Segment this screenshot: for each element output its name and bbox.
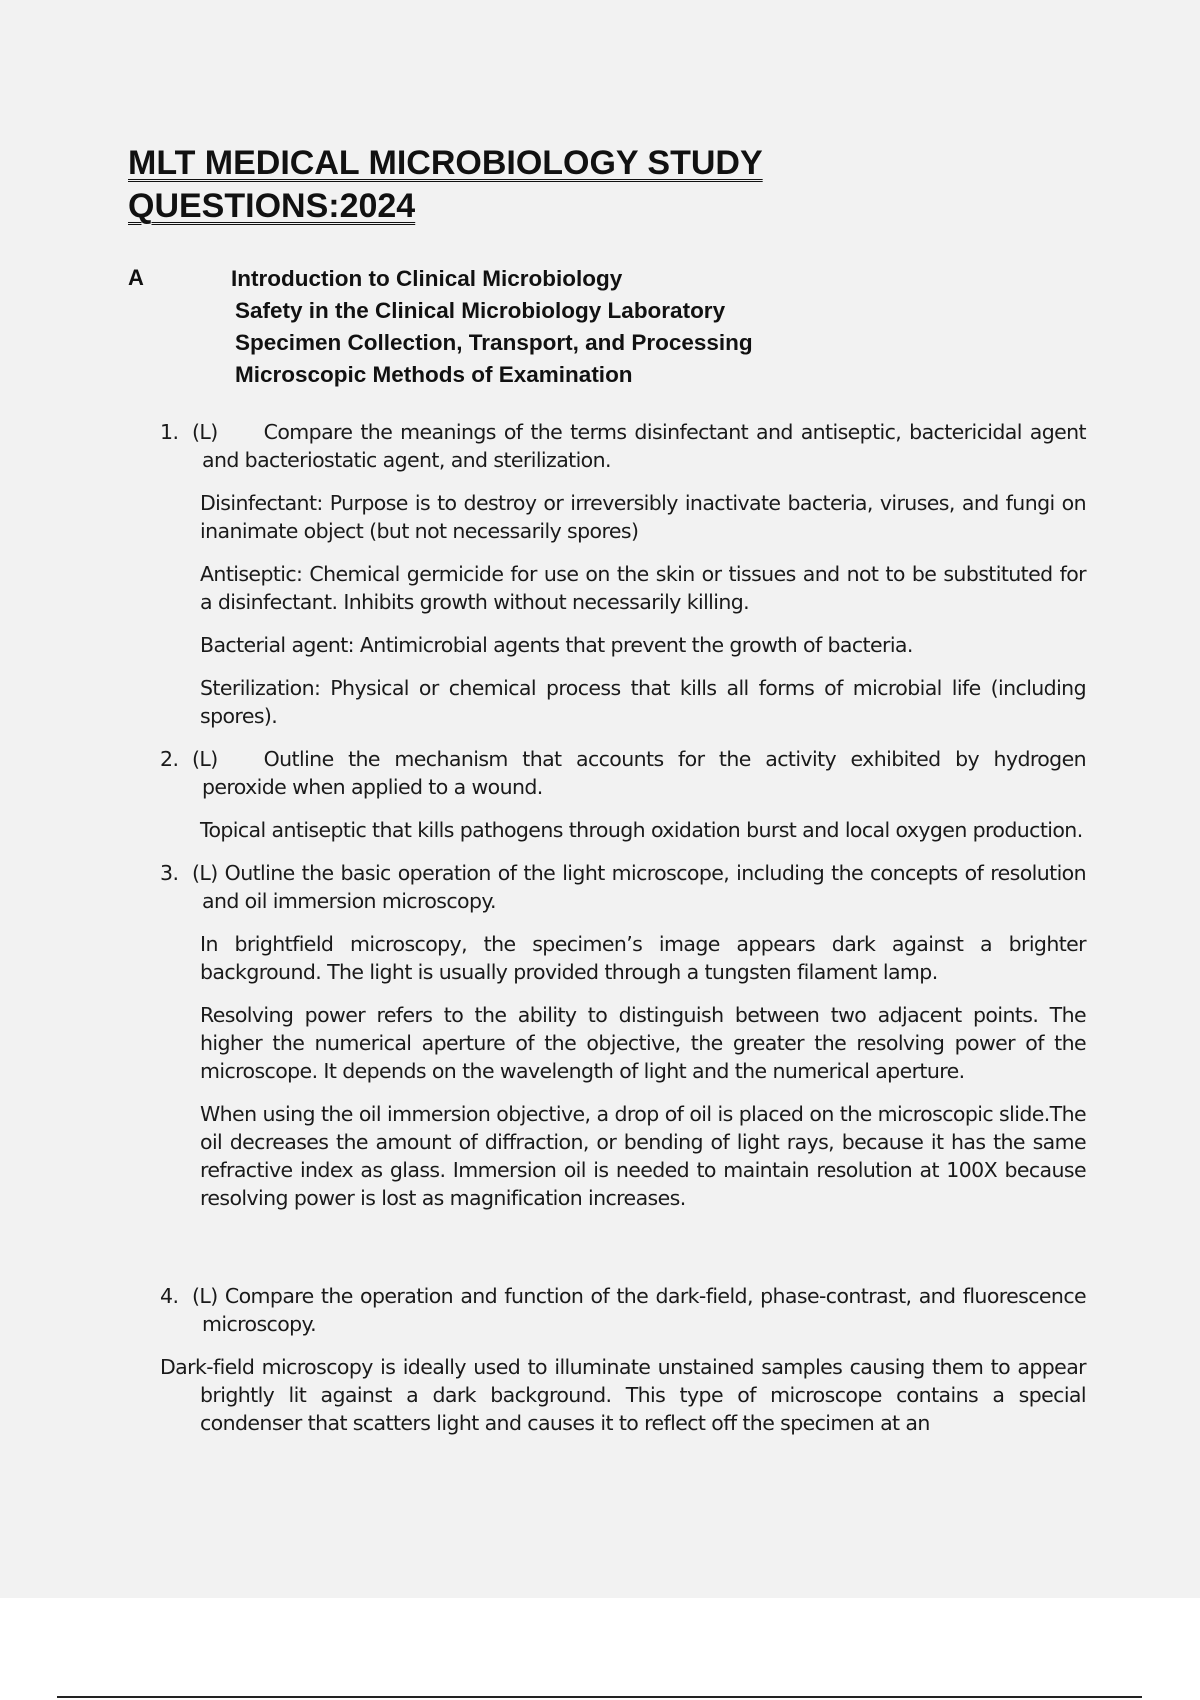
question-number: 3. — [160, 861, 179, 885]
question-tag: (L) — [192, 747, 218, 771]
answer-paragraph: Sterilization: Physical or chemical process that kills all forms of microbial life (including spores). — [200, 676, 1086, 728]
question-body: Outline the basic operation of the light microscope, including the concepts of resolution and oil immersion microscopy. — [202, 861, 1086, 913]
section-topics — [231, 263, 753, 391]
question-1 — [160, 418, 1086, 474]
section-topic: Introduction to Clinical Microbiology — [231, 266, 623, 291]
answer-paragraph: Disinfectant: Purpose is to destroy or irreversibly inactivate bacteria, viruses, and fungi on inanimate object (but not necessarily spores) — [200, 491, 1086, 543]
section-topic: Safety in the Clinical Microbiology Laboratory — [235, 298, 726, 323]
answer-paragraph: Dark-field microscopy is ideally used to illuminate unstained samples causing them to appear brightly lit against a dark background. This type of microscope contains a special condenser that scatters light and causes it to reflect off the specimen at an — [160, 1355, 1086, 1435]
question-4 — [160, 1282, 1086, 1338]
answer-paragraph: When using the oil immersion objective, a drop of oil is placed on the microscopic slide.The oil decreases the amount of diffraction, or bending of light rays, because it has the same refractive index as glass. Immersion oil is needed to maintain resolution at 100X because resolving power is lost as magnification increases. — [200, 1102, 1086, 1210]
title-line-2: QUESTIONS:2024 — [128, 187, 416, 225]
question-number: 4. — [160, 1284, 179, 1308]
question-number: 1. — [160, 420, 179, 444]
question-body: Compare the meanings of the terms disinfectant and antiseptic, bactericidal agent and bacteriostatic agent, and sterilization. — [202, 420, 1086, 472]
answer-paragraph: Resolving power refers to the ability to distinguish between two adjacent points. The higher the numerical aperture of the objective, the greater the resolving power of the microscope. It depends on the wavelength of light and the numerical aperture. — [200, 1003, 1086, 1083]
footer-divider — [57, 1696, 1142, 1698]
section-topic: Microscopic Methods of Examination — [235, 362, 633, 387]
question-tag: (L) — [192, 420, 218, 444]
question-tag: (L) — [192, 861, 218, 885]
question-tag: (L) — [192, 1284, 218, 1308]
question-text — [192, 1282, 1086, 1338]
answer-paragraph: Bacterial agent: Antimicrobial agents that prevent the growth of bacteria. — [200, 633, 913, 657]
answer-paragraph: In brightfield microscopy, the specimen’s image appears dark against a brighter background. The light is usually provided through a tungsten filament lamp. — [200, 932, 1086, 984]
answer-paragraph: Topical antiseptic that kills pathogens through oxidation burst and local oxygen production. — [200, 818, 1083, 842]
answer-paragraph: Antiseptic: Chemical germicide for use on the skin or tissues and not to be substituted for a disinfectant. Inhibits growth without necessarily killing. — [200, 562, 1086, 614]
question-2 — [160, 745, 1086, 801]
question-list — [160, 418, 1086, 1437]
document-title — [128, 142, 828, 228]
question-text — [192, 418, 1086, 474]
question-number: 2. — [160, 747, 179, 771]
section-letter: A — [128, 265, 144, 290]
question-3 — [160, 859, 1086, 915]
question-body: Compare the operation and function of the dark-field, phase-contrast, and fluorescence microscopy. — [202, 1284, 1086, 1336]
question-text — [192, 859, 1086, 915]
question-text — [192, 745, 1086, 801]
section-topic: Specimen Collection, Transport, and Processing — [235, 330, 753, 355]
question-body: Outline the mechanism that accounts for the activity exhibited by hydrogen peroxide when applied to a wound. — [202, 747, 1086, 799]
title-line-1: MLT MEDICAL MICROBIOLOGY STUDY — [128, 144, 763, 182]
